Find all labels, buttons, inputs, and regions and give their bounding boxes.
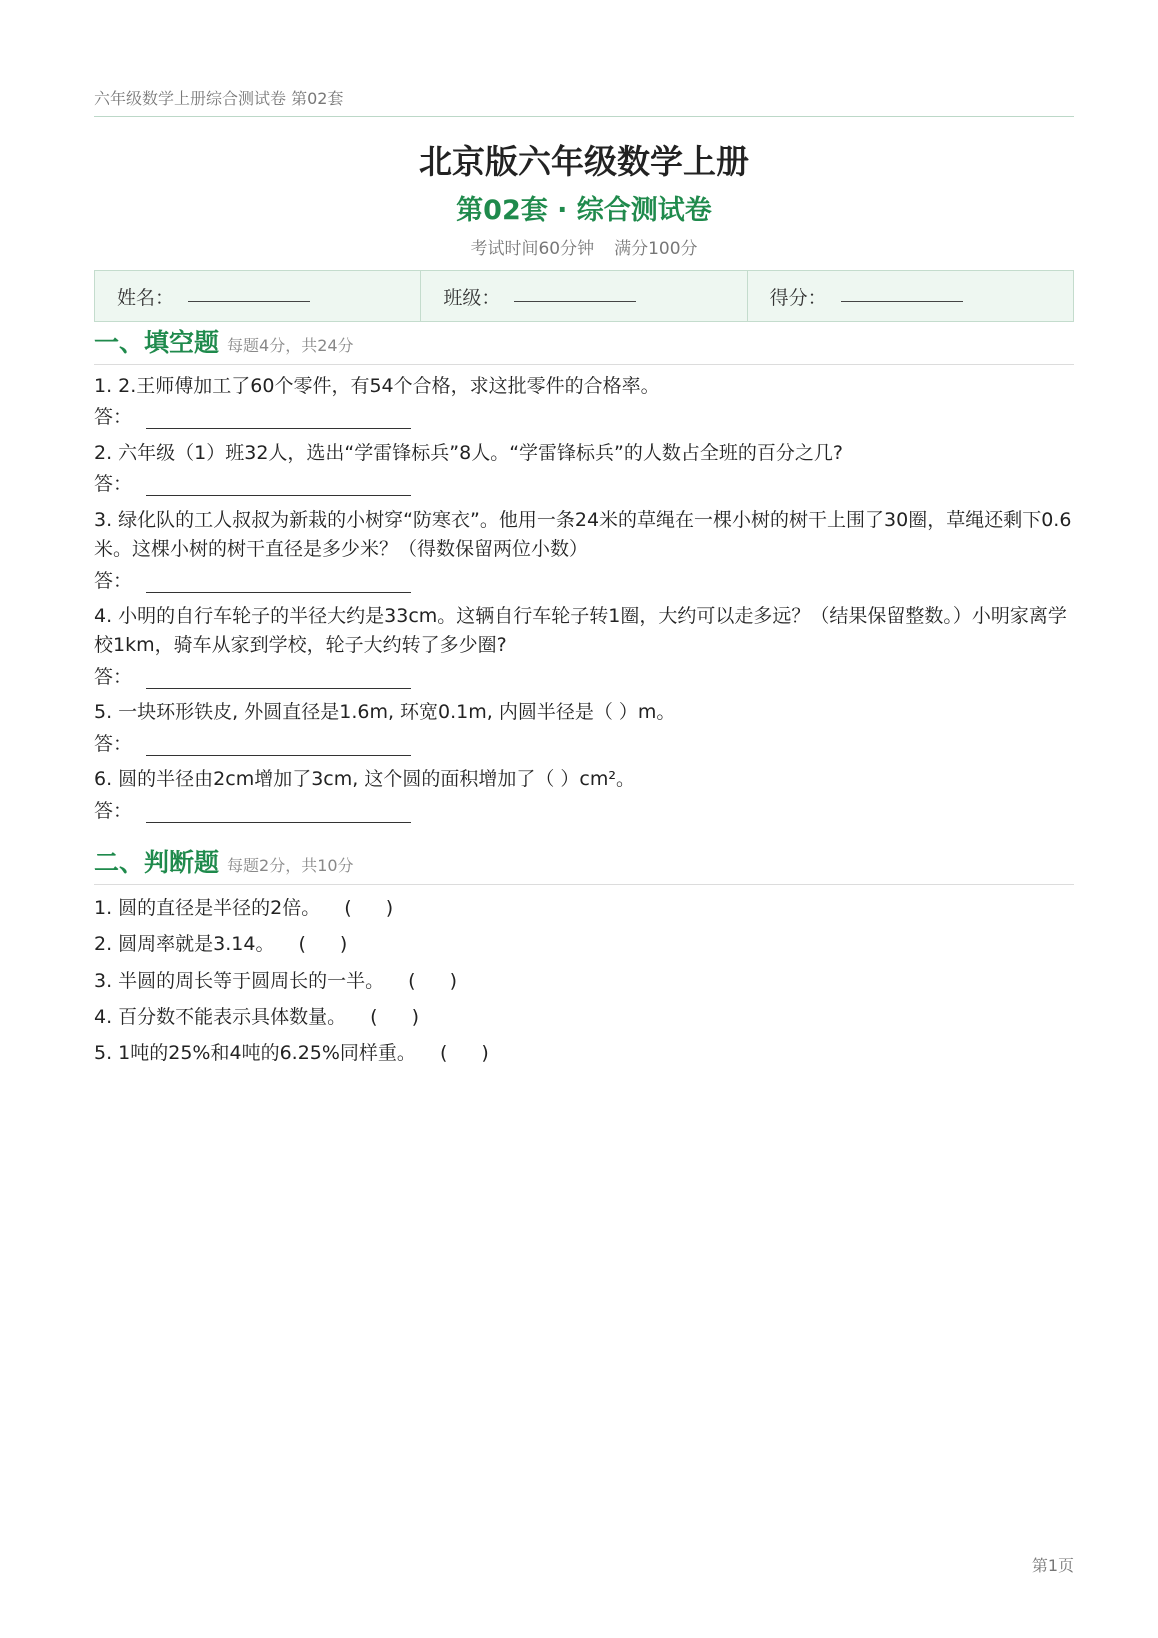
student-info-box <box>94 270 1074 322</box>
tf-question-3 <box>94 966 457 993</box>
section-note: 每题2分，共10分 <box>227 856 354 875</box>
answer-label: 答： <box>94 733 133 755</box>
section-note: 每题4分，共24分 <box>227 336 354 355</box>
answer-label: 答： <box>94 473 133 495</box>
tf-question-4 <box>94 1002 419 1029</box>
tf-question-2 <box>94 929 347 956</box>
answer-label: 答： <box>94 406 133 428</box>
score-blank[interactable] <box>841 291 963 302</box>
section-divider <box>94 364 1074 365</box>
header-divider <box>94 116 1074 117</box>
question-4: 4. 小明的自行车轮子的半径大约是33cm。这辆自行车轮子转1圈，大约可以走多远？（结果保留整数。）小明家离学校1km，骑车从家到学校，轮子大约转了多少圈? <box>94 605 1067 656</box>
section-title: 一、填空题 <box>94 328 220 357</box>
answer-row-3 <box>94 566 411 593</box>
page-number: 第1页 <box>1031 1556 1074 1575</box>
tf-question-text: 5. 1吨的25%和4吨的6.25%同样重。 <box>94 1042 416 1064</box>
answer-label: 答： <box>94 800 133 822</box>
answer-parentheses[interactable]: ( ) <box>439 1042 489 1064</box>
name-blank[interactable] <box>188 291 310 302</box>
score-label: 得分： <box>769 286 827 309</box>
class-cell <box>420 271 746 321</box>
tf-question-text: 1. 圆的直径是半径的2倍。 <box>94 897 321 919</box>
tf-question-1 <box>94 893 393 920</box>
question-5: 5. 一块环形铁皮, 外圆直径是1.6m, 环宽0.1m, 内圆半径是（ ）m。 <box>94 701 676 723</box>
name-cell <box>95 271 420 321</box>
tf-question-text: 4. 百分数不能表示具体数量。 <box>94 1006 347 1028</box>
section-divider <box>94 884 1074 885</box>
question-3: 3. 绿化队的工人叔叔为新栽的小树穿“防寒衣”。他用一条24米的草绳在一棵小树的树干上围了30圈，草绳还剩下0.6米。这棵小树的树干直径是多少米？（得数保留两位小数） <box>94 509 1072 560</box>
answer-parentheses[interactable]: ( ) <box>408 970 458 992</box>
answer-blank-5[interactable] <box>146 737 411 756</box>
section-fill-blank-heading <box>94 323 1074 359</box>
answer-row-5 <box>94 729 411 756</box>
answer-parentheses[interactable]: ( ) <box>344 897 394 919</box>
page-title: 北京版六年级数学上册 <box>419 142 749 181</box>
exam-time: 考试时间60分钟 <box>470 239 595 259</box>
running-header: 六年级数学上册综合测试卷 第02套 <box>94 89 344 108</box>
question-6: 6. 圆的半径由2cm增加了3cm, 这个圆的面积增加了（ ）cm²。 <box>94 768 635 790</box>
class-label: 班级： <box>443 286 501 309</box>
question-2: 2. 六年级（1）班32人，选出“学雷锋标兵”8人。“学雷锋标兵”的人数占全班的百分之几? <box>94 442 843 464</box>
answer-parentheses[interactable]: ( ) <box>370 1006 420 1028</box>
answer-row-1 <box>94 402 411 429</box>
tf-question-text: 3. 半圆的周长等于圆周长的一半。 <box>94 970 385 992</box>
answer-blank-4[interactable] <box>146 670 411 689</box>
answer-row-2 <box>94 469 411 496</box>
class-blank[interactable] <box>514 291 636 302</box>
answer-row-6 <box>94 796 411 823</box>
section-true-false-heading <box>94 843 1074 879</box>
name-label: 姓名： <box>117 286 175 309</box>
answer-label: 答： <box>94 570 133 592</box>
section-title: 二、判断题 <box>94 848 220 877</box>
page-subtitle: 第02套 · 综合测试卷 <box>456 195 712 226</box>
answer-blank-3[interactable] <box>146 574 411 593</box>
score-cell <box>747 271 1073 321</box>
exam-full-score: 满分100分 <box>614 239 698 259</box>
tf-question-5 <box>94 1038 489 1065</box>
answer-blank-1[interactable] <box>146 410 411 429</box>
answer-label: 答： <box>94 666 133 688</box>
question-1: 1. 2.王师傅加工了60个零件，有54个合格，求这批零件的合格率。 <box>94 375 660 397</box>
exam-page <box>94 0 1074 1638</box>
answer-row-4 <box>94 662 411 689</box>
exam-meta <box>94 234 1074 259</box>
answer-parentheses[interactable]: ( ) <box>298 933 348 955</box>
tf-question-text: 2. 圆周率就是3.14。 <box>94 933 275 955</box>
answer-blank-6[interactable] <box>146 804 411 823</box>
answer-blank-2[interactable] <box>146 477 411 496</box>
